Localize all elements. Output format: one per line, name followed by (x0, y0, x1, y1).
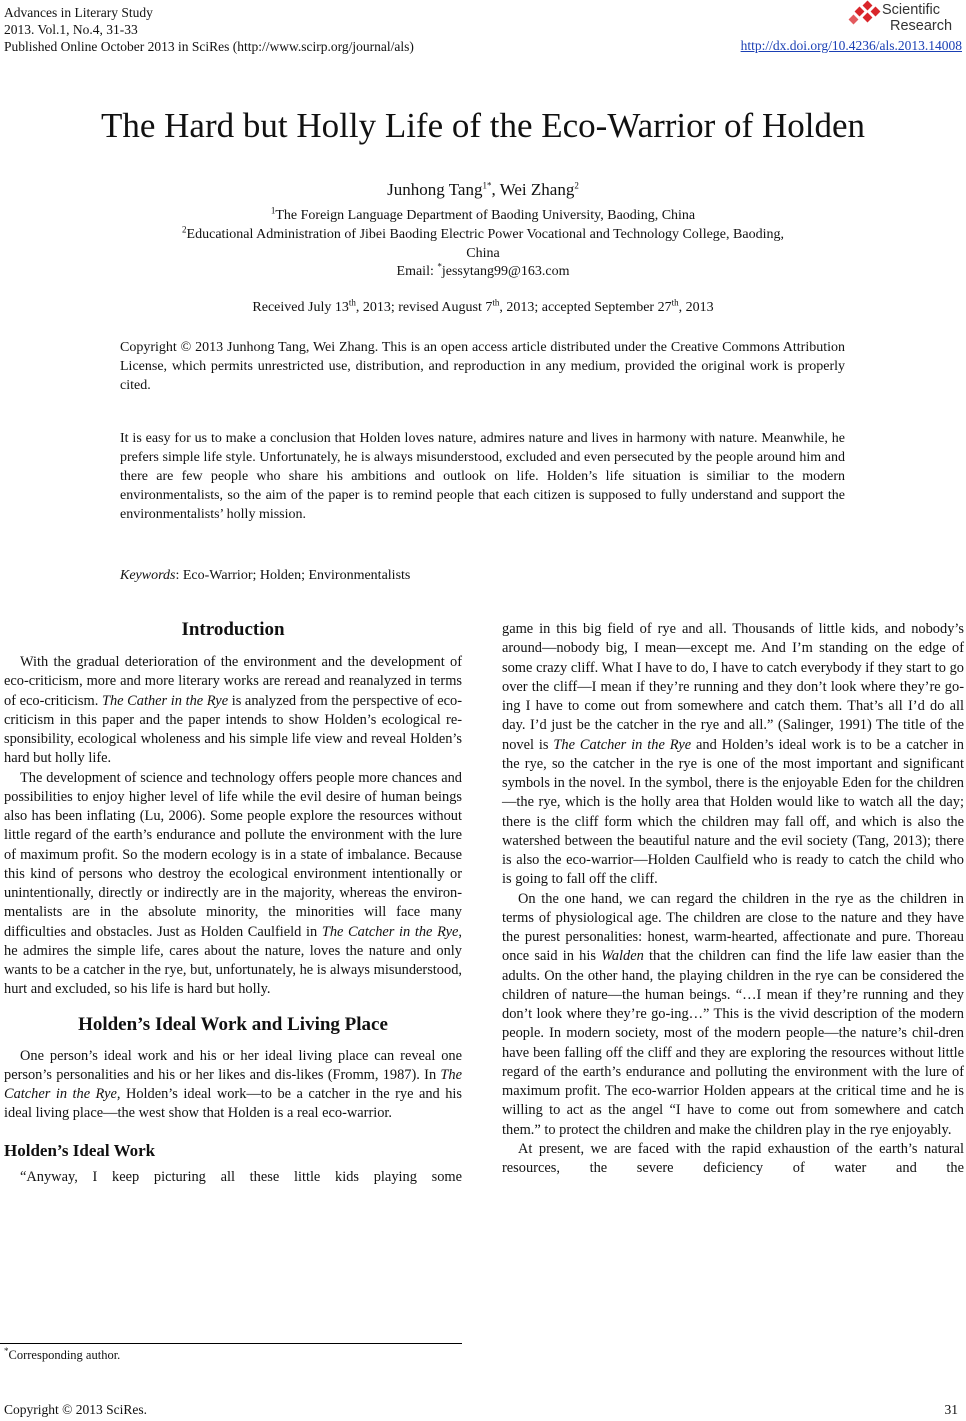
paragraph: With the gradual deterioration of the environment and the development of eco-criticism, more and more literary works are reread and reanalyzed in terms of eco-criticism. The Cather in the Rye is analyzed from the perspective of eco-criticism in this paper and the paper intends to show Holden’s ecological re-sponsibility, ecological wholeness and his simple life view and reveal Holden’s hard but holly life. (4, 654, 463, 767)
journal-name: Advances in Literary Study (4, 5, 153, 20)
logo-mark-icon (855, 7, 865, 17)
right-column (502, 620, 964, 1178)
affiliation-2: $^2$Educational Administration of Jibei Baoding Electric Power Vocational and Technology College, Baoding, (182, 224, 784, 242)
left-column (4, 618, 462, 1187)
footer-copyright: Copyright © 2013 SciRes. (4, 1402, 148, 1417)
received-dates: Received July 13th, 2013; revised August 7th, 2013; accepted September 27th, 2013 (252, 297, 714, 315)
section-heading-introduction: Introduction (181, 619, 285, 640)
doi-link[interactable]: http://dx.doi.org/10.4236/als.2013.14008 (740, 38, 962, 53)
section-heading-ideal-work: Holden’s Ideal Work and Living Place (78, 1013, 388, 1035)
logo-text-top: Scientific (882, 2, 941, 18)
paragraph: “Anyway, I keep picturing all these little kids playing some (20, 1168, 462, 1185)
author-2: Wei Zhang (499, 180, 575, 199)
affiliation-2-cont: China (466, 246, 500, 261)
author-1: Junhong Tang (387, 180, 483, 199)
logo-text-bottom: Research (890, 18, 953, 34)
running-header (4, 4, 414, 55)
footnote: *Corresponding author. (4, 1345, 121, 1362)
author-list: Junhong Tang$^{1*}$, Wei Zhang$^2$ (387, 180, 579, 199)
publisher-logo (850, 2, 960, 36)
paragraph: game in this big field of rye and all. Thousands of little kids, and nobody’s around—nobody big, I mean—except me. And I’m standing on the edge of some crazy cliff. What I have to do, I have to catch everybody if they start to go over the cliff—I mean if they’re running and they don’t look where they’re go-ing I have to come out from somewhere and catch them. That’s all I’d do all day. I’d just be the catcher in the rye and all.” (Salinger, 1991) The title of the novel is The Catcher in the Rye and Holden’s ideal work is to be a catcher in the rye, so the catcher in the rye is one of the most important and significant symbols in the novel. In the symbol, there is the enjoyable Eden for the children—the rye, which is the holly area that Holden would like to watch all the day; there is the cliff form which the children may fall off, and which is also the watershed between the beautiful nature and the evil society (Tang, 2013); there is also the eco-warrior—Holden Caulfield who is ready to catch the child who is going to fall off the cliff. (502, 621, 965, 888)
page-number: 31 (944, 1402, 958, 1417)
paragraph: On the one hand, we can regard the children in the rye as the children in terms of physiological age. The children are close to the nature and they have the purest personalities: honest, warm-hearted, affectionate and pure. Thoreau once said in his Walden that the children can find the life law easier than the adults. On the other hand, the playing children in the rye can be considered the children of nature—the human beings. “…I mean if they’re running and they don’t look where they’re go-ing…” This is the vivid description of the modern people. In modern society, most of the modern people—the nature’s chil-dren have been falling off the cliff and they are exploring the resources without little regard of the earth’s endurance and polluting the environment with the lure of maximum profit. The eco-warrior Holden appears at the critical time and he is willing to act as the angel “I have to come out from somewhere and catch them.” to protect the children and make the children play in the rye enjoyably. (502, 890, 964, 1138)
paper-title: The Hard but Holly Life of the Eco-Warrior of Holden (100, 106, 865, 145)
paragraph: The development of science and technology offers people more chances and possibilities to enjoy higher level of life while the evil desire of human beings also has been inflating (Lu, 2006). Some people explore the resources without little regard of the earth’s endurance and pollute the environment with the lure of maximum profit. So the modern ecology is in a state of imbalance. Because this kind of persons who destroy the ecological environment intentionally or unintentionally, directly or indirectly are in the majority, whereas the environ-mentalists are in the absolute minority, the minorities will face many difficulties and obstacles. Just as Holden Caulfield in The Catcher in the Rye, he admires the simple life, cares about the nature, loves the nature and only wants to be a catcher in the rye, but, unfortunately, he is always misunderstood, hurt and excluded, so his life is hard but holly. (4, 769, 463, 998)
volume-info: 2013. Vol.1, No.4, 31-33 (4, 22, 138, 37)
subsection-heading-ideal-work: Holden’s Ideal Work (4, 1140, 156, 1160)
contact-email: Email: *jessytang99@163.com (396, 261, 570, 279)
keywords: Keywords: Eco-Warrior; Holden; Environmentalists (120, 568, 411, 583)
publication-info: Published Online October 2013 in SciRes (http://www.scirp.org/journal/als) (4, 39, 414, 54)
footnote-divider (0, 1343, 462, 1344)
affiliation-1: $^1$The Foreign Language Department of Baoding University, Baoding, China (270, 205, 696, 223)
paragraph: One person’s ideal work and his or her ideal living place can reveal one person’s personalities and his or her likes and dis-likes (Fromm, 1987). In The Catcher in the Rye, Holden’s ideal work—to be a catcher in the rye and his ideal living place—the west show that Holden is a real eco-warrior. (4, 1047, 463, 1122)
paragraph: At present, we are faced with the rapid exhaustion of the earth’s natural resources, the severe deficiency of water and the (502, 1140, 964, 1176)
copyright-notice: Copyright © 2013 Junhong Tang, Wei Zhang. This is an open access article distributed under the Creative Commons Attribution License, which permits unrestricted use, distribution, and reproduction in any medium, provided the original work is properly cited. (120, 340, 845, 393)
abstract: It is easy for us to make a conclusion that Holden loves nature, admires nature and lives in harmony with nature. Meanwhile, he prefers simple life style. Unfortunately, he is always misunderstood, excluded and even persecuted by the people around him and there are few people who share his ambitions and outlook on life. Holden’s life situation is similiar to the modern environmentalists, so the aim of the paper is to remind people that each citizen is supposed to fully understand and support the environmentalists’ holly mission. (120, 431, 845, 522)
